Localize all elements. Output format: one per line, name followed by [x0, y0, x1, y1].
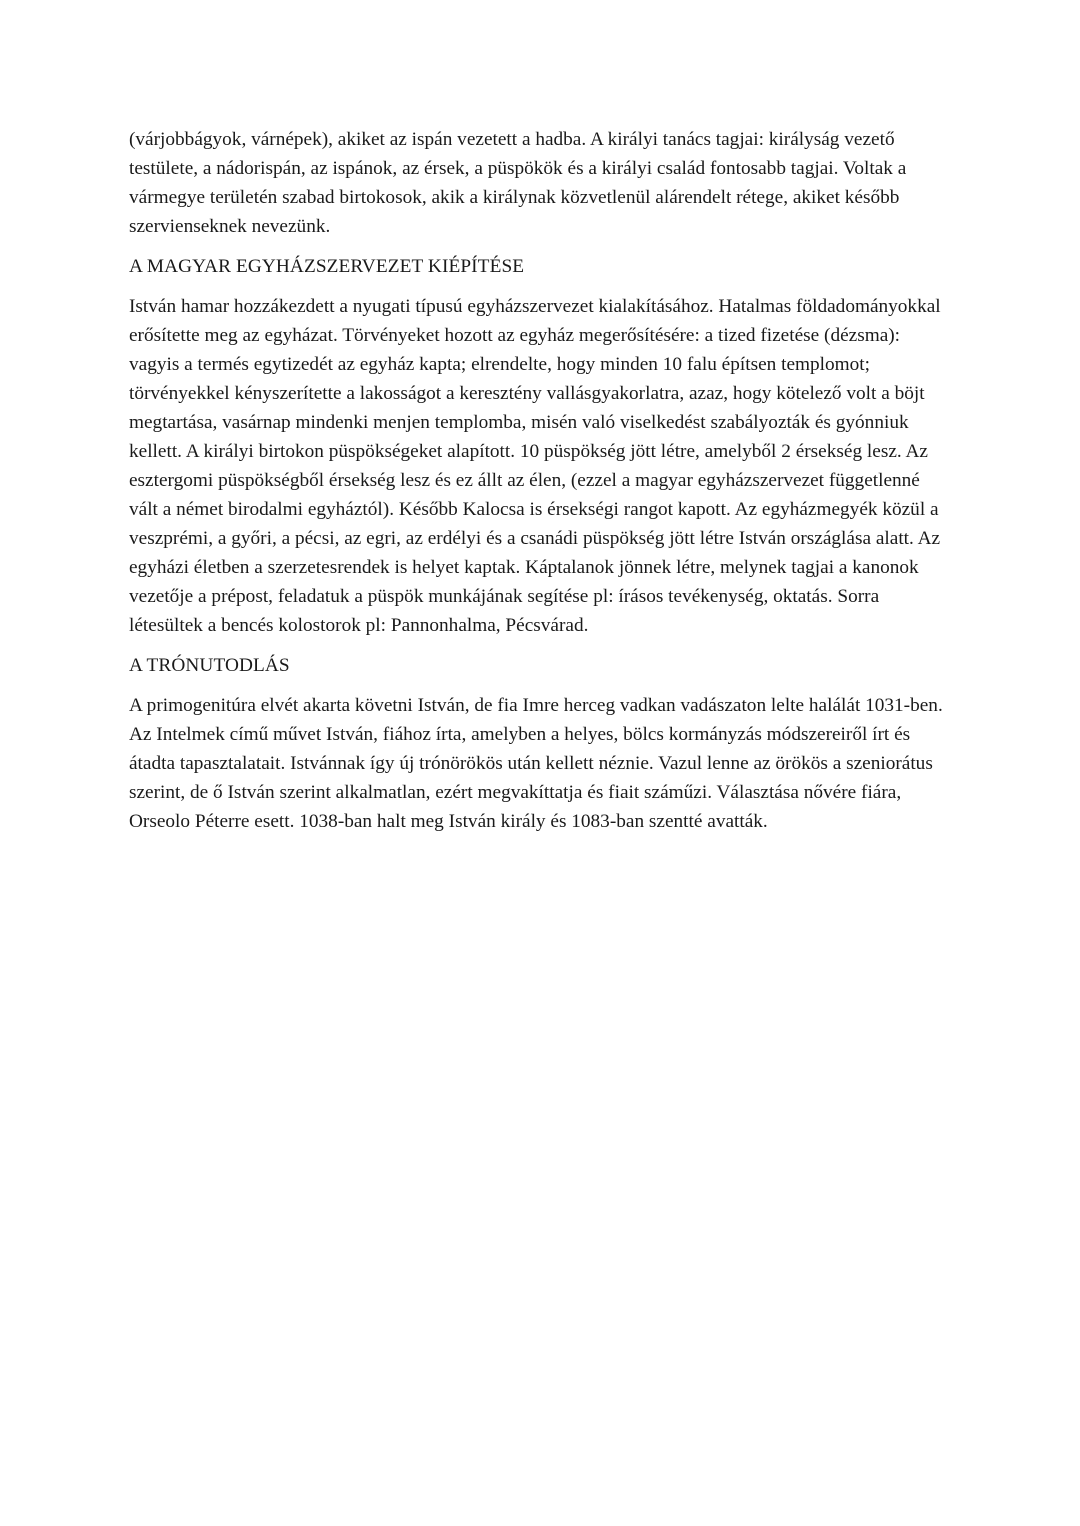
- document-page: [129, 125, 949, 847]
- succession-paragraph: A primogenitúra elvét akarta követni István, de fia Imre herceg vadkan vadászaton lelte halálát 1031-ben. Az Intelmek című művet István, fiához írta, amelyben a helyes, bölcs kormányzás módszereiről írt és átadta tapasztalatait. Istvánnak így új trónörökös után kellett néznie. Vazul lenne az örökös a szeniorátus szerint, de ő István szerint alkalmatlan, ezért megvakíttatja és fiait száműzi. Választása nővére fiára, Orseolo Péterre esett. 1038-ban halt meg István király és 1083-ban szentté avatták.: [129, 695, 943, 832]
- section-heading-church: A MAGYAR EGYHÁZSZERVEZET KIÉPÍTÉSE: [129, 256, 525, 277]
- intro-paragraph: (várjobbágyok, várnépek), akiket az ispán vezetett a hadba. A királyi tanács tagjai: királyság vezető testülete, a nádorispán, az ispánok, az érsek, a püspökök és a királyi család fontosabb tagjai. Voltak a vármegye területén szabad birtokosok, akik a királynak közvetlenül alárendelt rétege, akiket később szervienseknek nevezünk.: [129, 129, 907, 237]
- church-paragraph: István hamar hozzákezdett a nyugati típusú egyházszervezet kialakításához. Hatalmas földadományokkal erősítette meg az egyházat. Törvényeket hozott az egyház megerősítésére: a tized fizetése (dézsma): vagyis a termés egytizedét az egyház kapta; elrendelte, hogy minden 10 falu építsen templomot; törvényekkel kényszerítette a lakosságot a keresztény vallásgyakorlatra, azaz, hogy kötelező volt a böjt megtartása, vasárnap mindenki menjen templomba, misén való viselkedést szabályozták és gyónniuk kellett. A királyi birtokon püspökségeket alapított. 10 püspökség jött létre, amelyből 2 érsekség lesz. Az esztergomi püspökségből érsekség lesz és ez állt az élen, (ezzel a magyar egyházszervezet függetlenné vált a német birodalmi egyháztól). Később Kalocsa is érsekségi rangot kapott. Az egyházmegyék közül a veszprémi, a győri, a pécsi, az egri, az erdélyi és a csanádi püspökség jött létre István országlása alatt. Az egyházi életben a szerzetesrendek is helyet kaptak. Káptalanok jönnek létre, melynek tagjai a kanonok vezetője a prépost, feladatuk a püspök munkájának segítése pl: írásos tevékenység, oktatás. Sorra létesültek a bencés kolostorok pl: Pannonhalma, Pécsvárad.: [129, 296, 941, 636]
- section-heading-succession: A TRÓNUTODLÁS: [129, 655, 290, 676]
